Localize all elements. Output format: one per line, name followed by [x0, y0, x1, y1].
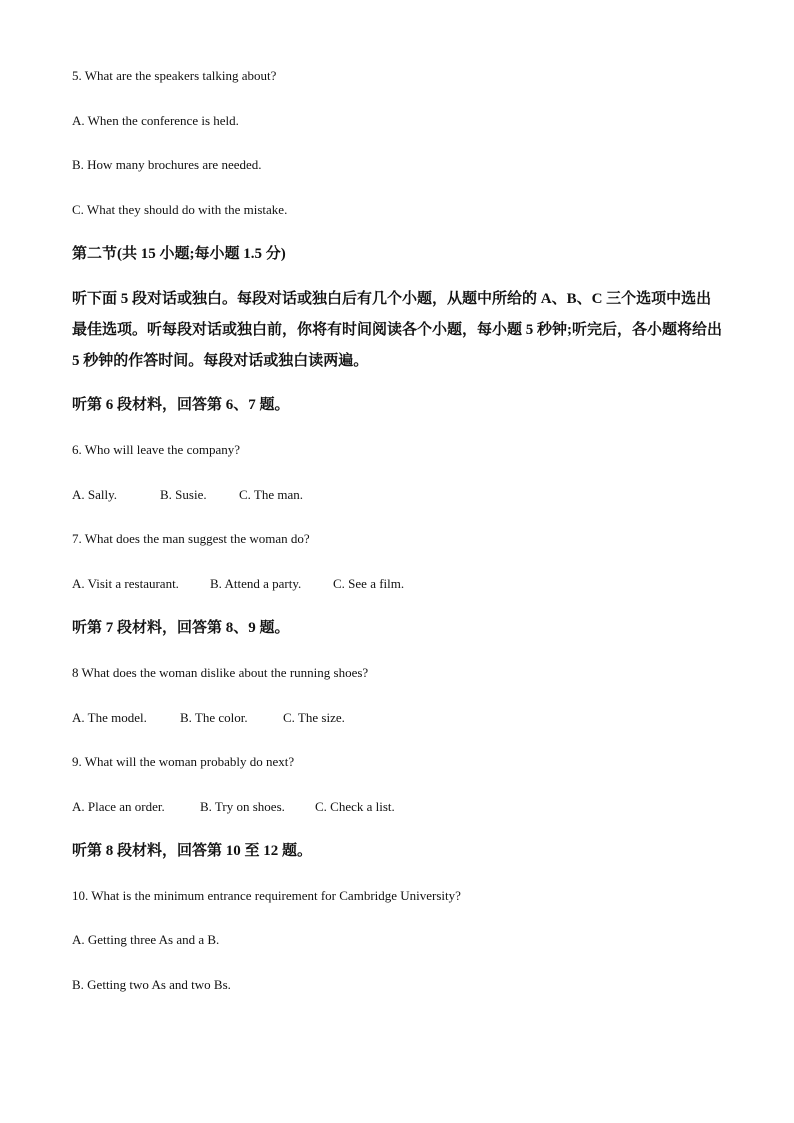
question-9-option-a: A. Place an order. — [72, 799, 165, 814]
group-6-heading: 听第 6 段材料，回答第 6、7 题。 — [72, 397, 290, 413]
section-2-title: 第二节(共 15 小题;每小题 1.5 分) — [72, 246, 286, 262]
question-8-option-c: C. The size. — [283, 710, 345, 725]
question-7-option-a: A. Visit a restaurant. — [72, 576, 179, 591]
question-5: 5. What are the speakers talking about? — [72, 68, 277, 83]
question-10-option-a: A. Getting three As and a B. — [72, 932, 220, 947]
question-5-option-c: C. What they should do with the mistake. — [72, 202, 288, 217]
question-7-options — [72, 576, 404, 592]
section-2-instructions: 听下面 5 段对话或独白。每段对话或独白后有几个小题，从题中所给的 A、B、C 三个选项中选出最佳选项。听每段对话或独白前，你将有时间阅读各个小题，每小题 5 秒钟;听完后，各小题将给出 5 秒钟的作答时间。每段对话或独白读两遍。 — [72, 291, 722, 369]
question-6-option-a: A. Sally. — [72, 487, 118, 502]
question-6: 6. Who will leave the company? — [72, 442, 240, 457]
question-9: 9. What will the woman probably do next? — [72, 754, 295, 769]
question-7: 7. What does the man suggest the woman do? — [72, 531, 310, 546]
question-5-option-a: A. When the conference is held. — [72, 113, 239, 128]
question-7-option-c: C. See a film. — [333, 576, 405, 591]
question-7-option-b: B. Attend a party. — [210, 576, 302, 591]
question-9-options — [72, 799, 395, 815]
question-6-options — [72, 487, 303, 503]
question-6-option-b: B. Susie. — [160, 487, 207, 502]
question-10: 10. What is the minimum entrance requirement for Cambridge University? — [72, 888, 461, 903]
question-9-option-b: B. Try on shoes. — [200, 799, 285, 814]
question-8-options — [72, 710, 345, 726]
question-5-option-b: B. How many brochures are needed. — [72, 157, 262, 172]
question-10-option-b: B. Getting two As and two Bs. — [72, 977, 231, 992]
question-8-option-a: A. The model. — [72, 710, 147, 725]
question-6-option-c: C. The man. — [239, 487, 304, 502]
question-8-option-b: B. The color. — [180, 710, 248, 725]
question-8: 8 What does the woman dislike about the running shoes? — [72, 665, 369, 680]
question-9-option-c: C. Check a list. — [315, 799, 395, 814]
group-8-heading: 听第 8 段材料，回答第 10 至 12 题。 — [72, 843, 313, 859]
group-7-heading: 听第 7 段材料，回答第 8、9 题。 — [72, 620, 290, 636]
